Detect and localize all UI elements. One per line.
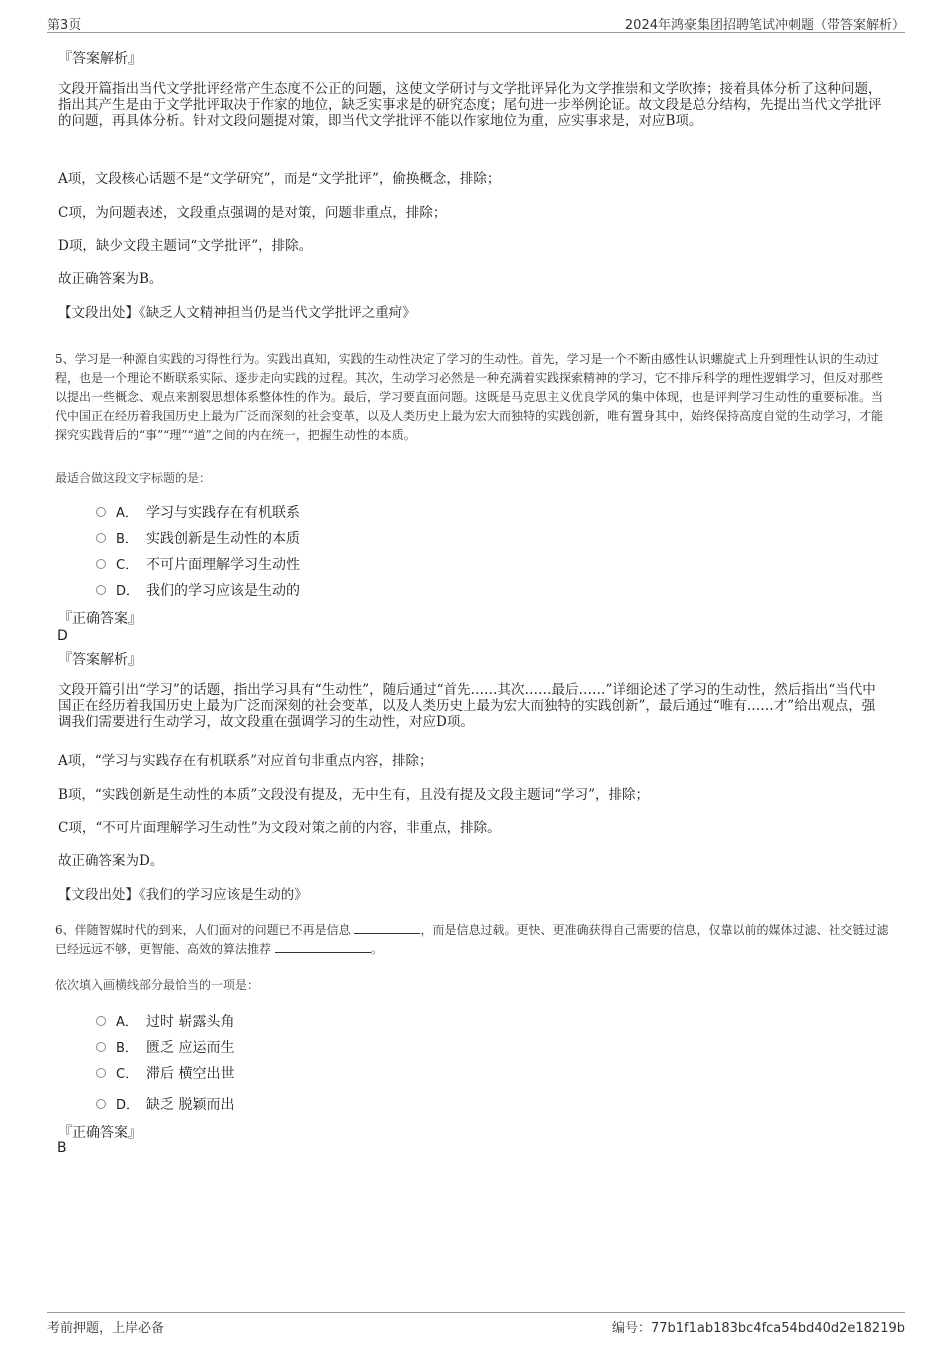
q4-note-c: C项，为问题表述，文段重点强调的是对策，问题非重点，排除；	[58, 205, 447, 221]
q6-prompt: 依次填入画横线部分最恰当的一项是：	[55, 978, 260, 992]
radio-icon[interactable]	[96, 585, 106, 595]
q4-conclusion: 故正确答案为B。	[58, 271, 163, 287]
q5-source: 【文段出处】《我们的学习应该是生动的》	[58, 887, 308, 903]
q4-source: 【文段出处】《缺乏人文精神担当仍是当代文学批评之重疴》	[58, 305, 416, 321]
q6-option-d[interactable]: D． 缺乏 脱颖而出	[96, 1094, 234, 1114]
q5-note-c: C项，“不可片面理解学习生动性”为文段对策之前的内容，非重点，排除。	[58, 820, 501, 836]
q4-analysis-label: 『答案解析』	[58, 51, 142, 67]
q6-option-c[interactable]: C． 滞后 横空出世	[96, 1063, 234, 1083]
q4-note-a: A项，文段核心话题不是“文学研究”，而是“文学批评”，偷换概念，排除；	[58, 171, 501, 187]
q5-note-a: A项，“学习与实践存在有机联系”对应首句非重点内容，排除；	[58, 753, 433, 769]
q5-answer: D	[57, 628, 68, 644]
q5-option-a[interactable]: A． 学习与实践存在有机联系	[96, 502, 300, 522]
q6-option-a[interactable]: A． 过时 崭露头角	[96, 1011, 234, 1031]
radio-icon[interactable]	[96, 1068, 106, 1078]
q5-note-b: B项，“实践创新是生动性的本质”文段没有提及，无中生有，且没有提及文段主题词“学习”，排除；	[58, 787, 650, 803]
radio-icon[interactable]	[96, 507, 106, 517]
q5-option-d[interactable]: D． 我们的学习应该是生动的	[96, 580, 300, 600]
q4-note-d: D项，缺少文段主题词“文学批评”，排除。	[58, 238, 313, 254]
footer-slogan: 考前押题，上岸必备	[47, 1321, 165, 1336]
fill-blank-2	[275, 940, 371, 953]
q6-answer: B	[57, 1140, 67, 1156]
q5-prompt: 最适合做这段文字标题的是：	[55, 471, 212, 485]
fill-blank-1	[354, 921, 420, 934]
page-header	[47, 12, 905, 33]
q5-answer-label: 『正确答案』	[58, 611, 142, 627]
q5-analysis-label: 『答案解析』	[58, 652, 142, 668]
q4-analysis: 文段开篇指出当代文学批评经常产生态度不公正的问题，这使文学研讨与文学批评异化为文学推崇和文学吹捧；接着具体分析了这种问题，指出其产生是由于文学批评取决于作家的地位，缺乏实事求是的研究态度；尾句进一步举例论证。故文段是总分结构，先提出当代文学批评的问题，再具体分析。针对文段问题提对策，即当代文学批评不能以作家地位为重，应实事求是，对应B项。	[58, 81, 882, 129]
radio-icon[interactable]	[96, 533, 106, 543]
radio-icon[interactable]	[96, 1099, 106, 1109]
page-footer	[47, 1312, 905, 1337]
radio-icon[interactable]	[96, 559, 106, 569]
document-code: 编号：77b1f1ab183bc4fca54bd40d2e18219b	[611, 1321, 905, 1336]
q5-conclusion: 故正确答案为D。	[58, 853, 164, 869]
q6-question: 6、伴随智媒时代的到来，人们面对的问题已不再是信息 ，而是信息过载。更快、更准确获得自己需要的信息，仅靠以前的媒体过滤、社交链过滤已经远远不够，更智能、高效的算法推荐 。	[55, 923, 889, 956]
page-number: 第3页	[47, 18, 82, 33]
radio-icon[interactable]	[96, 1042, 106, 1052]
q6-option-b[interactable]: B． 匮乏 应运而生	[96, 1037, 234, 1057]
q5-analysis: 文段开篇引出“学习”的话题，指出学习具有“生动性”，随后通过“首先……其次……最后……”详细论述了学习的生动性，然后指出“当代中国正在经历着我国历史上最为广泛而深刻的社会变革，以及人类历史上最为宏大而独特的实践创新”，最后通过“唯有……才”给出观点，强调我们需要进行生动学习，故文段重在强调学习的生动性，对应D项。	[58, 682, 876, 730]
document-title: 2024年鸿豪集团招聘笔试冲刺题（带答案解析）	[624, 18, 905, 33]
q6-answer-label: 『正确答案』	[58, 1125, 142, 1141]
q5-option-b[interactable]: B． 实践创新是生动性的本质	[96, 528, 300, 548]
q5-question: 5、学习是一种源自实践的习得性行为。实践出真知，实践的生动性决定了学习的生动性。首先，学习是一个不断由感性认识螺旋式上升到理性认识的生动过程，也是一个理论不断联系实际、逐步走向实践的过程。其次，生动学习必然是一种充满着实践探索精神的学习，它不排斥科学的理性逻辑学习，但反对那些以提出一些概念、观点来割裂思想体系整体性的作为。最后，学习要直面问题。这既是马克思主义优良学风的集中体现，也是评判学习生动性的重要标准。当代中国正在经历着我国历史上最为广泛而深刻的社会变革，以及人类历史上最为宏大而独特的实践创新，唯有置身其中，始终保持高度自觉的生动学习，才能探究实践背后的“事”“理”“道”之间的内在统一，把握生动性的本质。	[55, 352, 884, 442]
q5-option-c[interactable]: C． 不可片面理解学习生动性	[96, 554, 300, 574]
radio-icon[interactable]	[96, 1016, 106, 1026]
